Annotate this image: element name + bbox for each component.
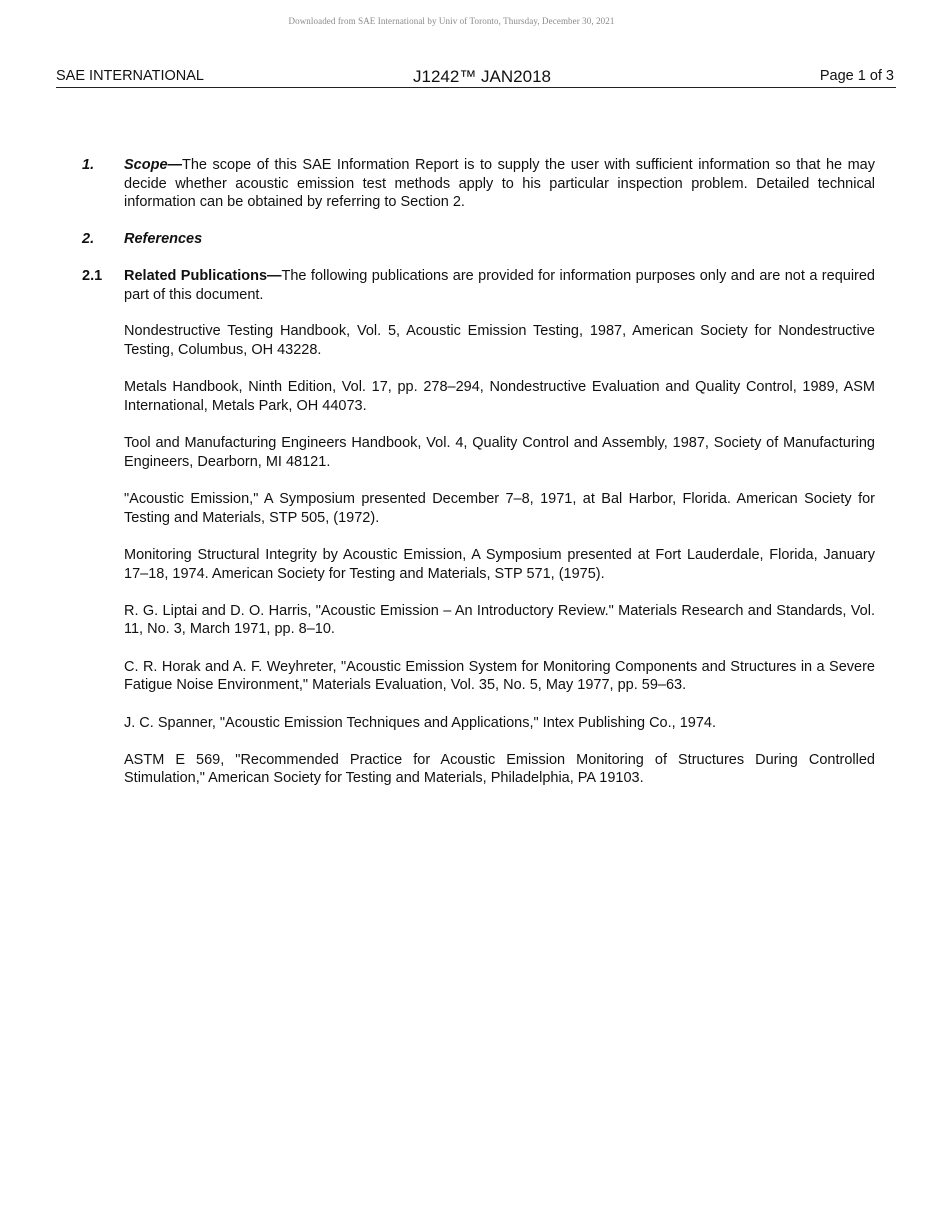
reference-item: J. C. Spanner, "Acoustic Emission Techniques and Applications," Intex Publishing Co., 1974. bbox=[124, 714, 716, 731]
section-scope-text bbox=[124, 156, 875, 212]
section-number: 2. bbox=[82, 231, 95, 248]
section-scope bbox=[82, 156, 875, 212]
section-title: Related Publications— bbox=[124, 267, 282, 284]
download-watermark: Downloaded from SAE International by Univ of Toronto, Thursday, December 30, 2021 bbox=[288, 16, 615, 26]
section-title: References bbox=[124, 231, 203, 248]
section-related-text bbox=[124, 267, 875, 304]
header-organization: SAE INTERNATIONAL bbox=[56, 68, 204, 84]
reference-item: "Acoustic Emission," A Symposium presented December 7–8, 1971, at Bal Harbor, Florida. American Society for Testing and Materials, STP 505, (1972). bbox=[124, 490, 875, 526]
reference-item: C. R. Horak and A. F. Weyhreter, "Acoustic Emission System for Monitoring Components and Structures in a Severe Fatigue Noise Environment," Materials Evaluation, Vol. 35, No. 5, May 1977, pp. 59–63. bbox=[124, 658, 875, 694]
section-related-publications bbox=[82, 267, 875, 304]
reference-item: Monitoring Structural Integrity by Acoustic Emission, A Symposium presented at Fort Lauderdale, Florida, January 17–18, 1974. American Society for Testing and Materials, STP 571, (1975). bbox=[124, 546, 875, 582]
reference-item: Metals Handbook, Ninth Edition, Vol. 17, pp. 278–294, Nondestructive Evaluation and Quality Control, 1989, ASM International, Metals Park, OH 44073. bbox=[124, 379, 875, 414]
reference-list bbox=[124, 322, 875, 788]
header-document-id: J1242™ JAN2018 bbox=[413, 67, 551, 86]
reference-item: Nondestructive Testing Handbook, Vol. 5, Acoustic Emission Testing, 1987, American Society for Nondestructive Testing, Columbus, OH 43228. bbox=[124, 323, 875, 358]
header-page-number: Page 1 of 3 bbox=[819, 68, 894, 84]
section-references bbox=[82, 230, 875, 249]
section-body: The following publications are provided for information purposes only and are not a required part of this document. bbox=[124, 267, 875, 303]
reference-item: ASTM E 569, "Recommended Practice for Acoustic Emission Monitoring of Structures During Controlled Stimulation," American Society for Testing and Materials, Philadelphia, PA 19103. bbox=[124, 751, 875, 787]
section-references-text bbox=[124, 230, 875, 249]
page-header bbox=[56, 66, 896, 88]
section-body: The scope of this SAE Information Report is to supply the user with sufficient information so that he may decide whether acoustic emission test methods apply to his particular inspection problem. Detailed technical information can be obtained by referring to Section 2. bbox=[124, 157, 875, 211]
document-body bbox=[82, 156, 875, 807]
section-title: Scope— bbox=[124, 157, 183, 173]
reference-item: Tool and Manufacturing Engineers Handbook, Vol. 4, Quality Control and Assembly, 1987, Society of Manufacturing Engineers, Dearborn, MI 48121. bbox=[124, 435, 875, 470]
reference-item: R. G. Liptai and D. O. Harris, "Acoustic Emission – An Introductory Review." Materials Research and Standards, Vol. 11, No. 3, March 1971, pp. 8–10. bbox=[124, 602, 875, 638]
section-number: 2.1 bbox=[82, 267, 103, 284]
section-number: 1. bbox=[82, 157, 95, 173]
